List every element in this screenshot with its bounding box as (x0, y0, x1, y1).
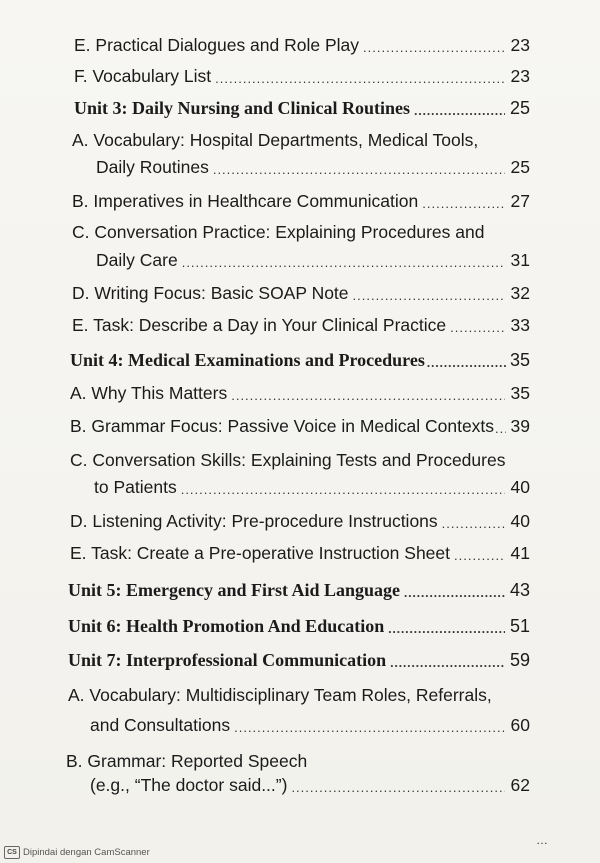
toc-entry-reported-speech (90, 773, 530, 797)
toc-entry-label: and Consultations (90, 715, 231, 735)
dot-leader (450, 319, 505, 337)
toc-entry-vocabulary-hospital (96, 155, 530, 179)
toc-entry-vocabulary-list (74, 64, 530, 88)
toc-entry-why-this-matters (70, 381, 530, 405)
toc-page-number: 25 (510, 157, 530, 177)
toc-page-number: 31 (510, 250, 530, 270)
toc-page-number: 35 (509, 350, 530, 370)
dot-leader (363, 39, 505, 57)
dot-leader (422, 195, 505, 213)
dot-leader (390, 654, 505, 672)
watermark-text: Dipindai dengan CamScanner (23, 847, 150, 858)
toc-page-number: 33 (510, 315, 530, 335)
corner-mark: … (536, 833, 548, 847)
dot-leader (353, 287, 505, 305)
toc-entry-label: B. Grammar Focus: Passive Voice in Medical Contexts (70, 416, 495, 436)
toc-page-number: 51 (509, 616, 530, 636)
toc-unit-title: Unit 4: Medical Examinations and Procedures (70, 350, 425, 370)
dot-leader (495, 420, 506, 438)
toc-entry-imperatives (72, 189, 530, 213)
dot-leader (215, 70, 505, 88)
toc-entry-label: E. Practical Dialogues and Role Play (74, 35, 360, 55)
toc-entry-label: D. Listening Activity: Pre-procedure Instructions (70, 511, 438, 531)
toc-entry-first-line: A. Vocabulary: Multidisciplinary Team Roles, Referrals, (68, 685, 492, 705)
dot-leader (181, 481, 505, 499)
dot-leader (442, 515, 505, 533)
toc-page-number: 23 (510, 35, 530, 55)
camscanner-logo-icon: CS (4, 846, 20, 859)
toc-page-number: 60 (510, 715, 530, 735)
toc-unit-6 (68, 614, 530, 638)
dot-leader (427, 354, 506, 372)
toc-entry-label: Daily Routines (96, 157, 209, 177)
toc-page-number: 41 (510, 543, 530, 563)
dot-leader (454, 547, 505, 565)
toc-page-number: 40 (510, 477, 530, 497)
toc-unit-7 (68, 648, 530, 672)
dot-leader (213, 161, 505, 179)
scanner-watermark (4, 846, 150, 859)
toc-entry-label: to Patients (94, 477, 177, 497)
toc-entry-conversation-practice (96, 248, 530, 272)
toc-page-number: 62 (510, 775, 530, 795)
dot-leader (404, 584, 505, 602)
toc-entry-label: (e.g., “The doctor said...”) (90, 775, 288, 795)
toc-entry-listening-activity (70, 509, 530, 533)
dot-leader (388, 620, 505, 638)
toc-unit-title: Unit 6: Health Promotion And Education (68, 616, 385, 636)
dot-leader (234, 719, 505, 737)
toc-entry-label: D. Writing Focus: Basic SOAP Note (72, 283, 349, 303)
toc-entry-describe-day (72, 313, 530, 337)
toc-entry-first-line: C. Conversation Skills: Explaining Tests and Procedures (70, 450, 506, 470)
toc-page-number: 32 (510, 283, 530, 303)
toc-unit-title: Unit 7: Interprofessional Communication (68, 650, 387, 670)
toc-entry-label: F. Vocabulary List (74, 66, 212, 86)
toc-entry-soap-note (72, 281, 530, 305)
toc-entry-label: E. Task: Create a Pre-operative Instruction Sheet (70, 543, 451, 563)
toc-entry-practical-dialogues (74, 33, 530, 57)
toc-page-number: 35 (510, 383, 530, 403)
toc-entry-conversation-skills (94, 475, 530, 499)
toc-unit-5 (68, 578, 530, 602)
toc-entry-first-line: C. Conversation Practice: Explaining Procedures and (72, 222, 485, 242)
toc-page-number: 23 (510, 66, 530, 86)
dot-leader (414, 102, 505, 120)
toc-entry-team-roles (90, 713, 530, 737)
toc-entry-first-line: A. Vocabulary: Hospital Departments, Medical Tools, (72, 130, 479, 150)
toc-page-number: 43 (509, 580, 530, 600)
dot-leader (182, 254, 505, 272)
toc-entry-first-line: B. Grammar: Reported Speech (66, 751, 308, 771)
toc-page-number: 59 (509, 650, 530, 670)
toc-entry-label: E. Task: Describe a Day in Your Clinical Practice (72, 315, 447, 335)
toc-entry-passive-voice (70, 414, 530, 438)
toc-page-number: 40 (510, 511, 530, 531)
dot-leader (231, 387, 505, 405)
toc-page-number: 25 (509, 98, 530, 118)
dot-leader (291, 779, 505, 797)
toc-unit-title: Unit 3: Daily Nursing and Clinical Routines (74, 98, 411, 118)
toc-entry-label: B. Imperatives in Healthcare Communication (72, 191, 419, 211)
toc-unit-4 (70, 348, 530, 372)
toc-unit-title: Unit 5: Emergency and First Aid Language (68, 580, 401, 600)
toc-page-number: 39 (510, 416, 530, 436)
toc-unit-3 (74, 96, 530, 120)
toc-page-number: 27 (510, 191, 530, 211)
toc-entry-pre-operative-sheet (70, 541, 530, 565)
toc-entry-label: Daily Care (96, 250, 178, 270)
toc-entry-label: A. Why This Matters (70, 383, 228, 403)
